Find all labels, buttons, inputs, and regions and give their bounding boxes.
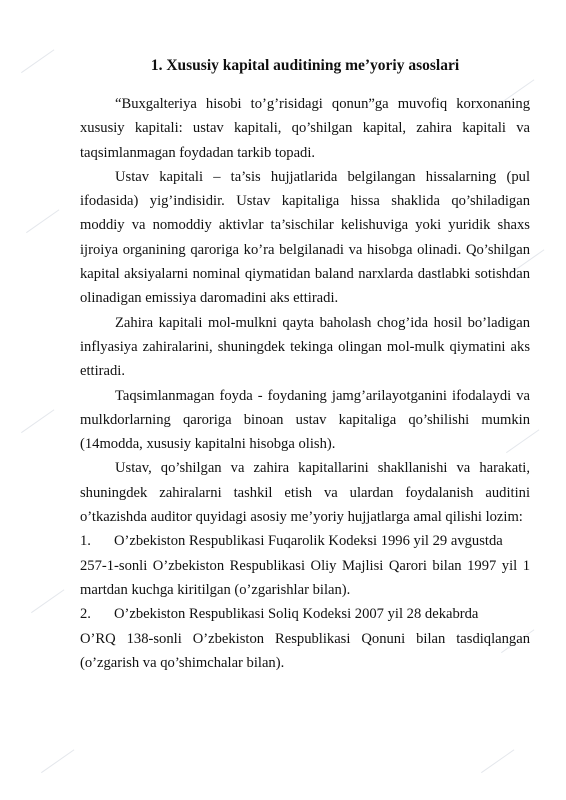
paragraph-1: “Buxgalteriya hisobi to’g’risidagi qonun”ga muvofiq korxonaning xususiy kapitali: ustav kapitali, qo’shilgan kapital, zahira kapitali va taqsimlanmagan foydadan tarkib topadi. <box>80 96 530 161</box>
list-text-first: O’zbekiston Respublikasi Soliq Kodeksi 2007 yil 28 dekabrda <box>114 606 479 623</box>
list-text-first: O’zbekiston Respublikasi Fuqarolik Kodeksi 1996 yil 29 avgustda <box>114 533 503 550</box>
list-text-rest: O’RQ 138-sonli O’zbekiston Respublikasi Qonuni bilan tasdiqlangan (o’zgarish va qo’shimchalar bilan). <box>80 630 530 671</box>
list-item-1 <box>80 529 530 602</box>
paragraph-2: Ustav kapitali – ta’sis hujjatlarida belgilangan hissalarning (pul ifodasida) yig’indisidir. Ustav kapitaliga hissa shaklida qo’shiladigan moddiy va nomoddiy aktivlar ta’sischilar kelishuviga yoki yuridik shaxs ijroiya organining qaroriga ko’ra belgilanadi va hisobga olinadi. Qo’shilgan kapital aksiyalarni nominal qiymatidan baland narxlarda dastlabki sotishdan olinadigan emissiya daromadini aks ettiradi. <box>80 168 530 307</box>
list-number: 1. <box>80 533 91 550</box>
paragraph-5: Ustav, qo’shilgan va zahira kapitallarini shakllanishi va harakati, shuningdek zahiralarni tashkil etish va ulardan foydalanish auditini o’tkazishda auditor quyidagi asosiy me’yoriy hujjatlarga amal qilishi lozim: <box>80 460 530 526</box>
list-number: 2. <box>80 606 91 623</box>
paragraph-4: Taqsimlanmagan foyda - foydaning jamg’arilayotganini ifodalaydi va mulkdorlarning qaroriga binoan ustav kapitaliga qo’shilishi mumkin (14modda, xususiy kapitalni hisobga olish). <box>80 387 530 453</box>
watermark-mark <box>21 49 59 79</box>
watermark-mark <box>41 749 79 779</box>
document-page <box>80 54 530 675</box>
list-item-2 <box>80 602 530 675</box>
list-text-rest: 257-1-sonli O’zbekiston Respublikasi Oliy Majlisi Qarori bilan 1997 yil 1 martdan kuchga kiritilgan (o’zgarishlar bilan). <box>80 557 530 598</box>
watermark-mark <box>481 749 519 779</box>
watermark-mark <box>31 589 69 619</box>
watermark-mark <box>26 209 64 239</box>
watermark-mark <box>21 409 59 439</box>
section-title: 1. Xususiy kapital auditining me’yoriy asoslari <box>150 57 460 74</box>
paragraph-3: Zahira kapitali mol-mulkni qayta baholash chog’ida hosil bo’ladigan inflyasiya zahiralarini, shuningdek tekinga olingan mol-mulk qiymatini aks ettiradi. <box>80 314 530 380</box>
